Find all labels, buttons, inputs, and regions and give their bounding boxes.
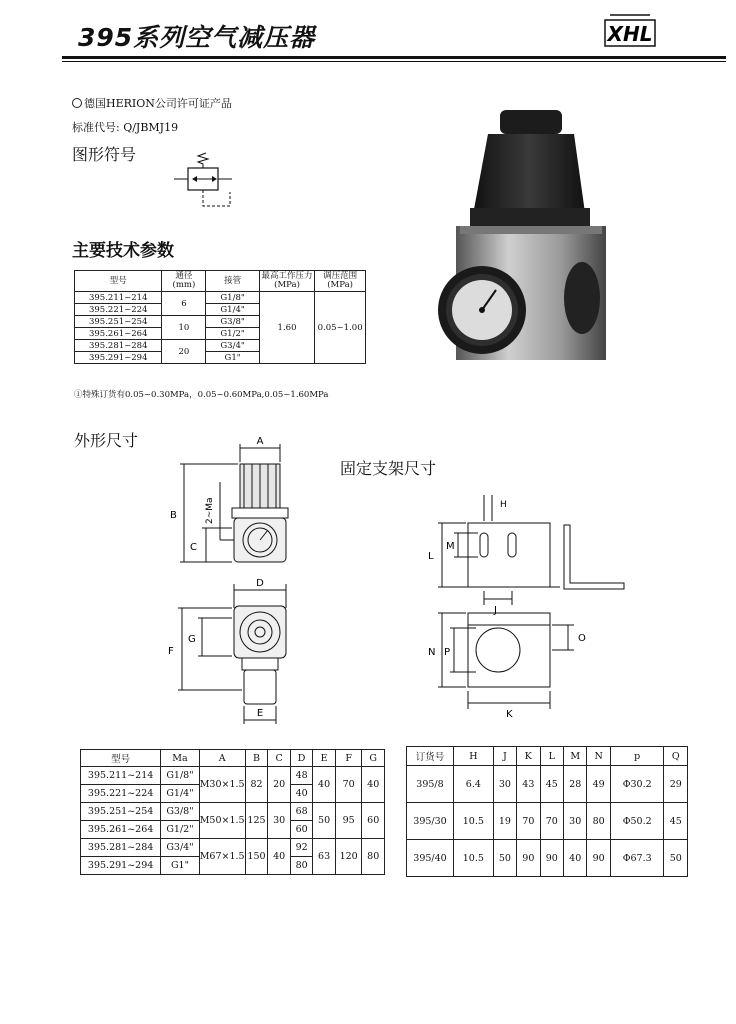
dim-label: 2~Ma [205,497,215,524]
brand-logo [604,14,656,48]
dim-label: P [444,647,451,658]
table-cell: G1/8" [206,292,259,304]
table-cell: 395.221~224 [75,304,162,316]
col-header: p [610,747,664,766]
col-header: G [362,750,385,767]
table-cell: 125 [245,803,268,839]
table-cell: Φ67.3 [610,840,664,877]
table-cell: 395.281~284 [75,340,162,352]
table-cell: 120 [335,839,362,875]
table-cell: 50 [493,840,516,877]
table-cell: 43 [517,766,540,803]
col-header: 型号 [81,750,161,767]
table-cell: 10.5 [454,803,494,840]
dim-label: K [506,709,513,720]
params-heading: 主要技术参数 [72,241,174,261]
table-cell: 70 [517,803,540,840]
table-cell: 395.261~264 [81,821,161,839]
table-cell: 40 [290,785,312,803]
table-cell: G1/2" [161,821,199,839]
page-title: 395系列空气减压器 [78,23,316,52]
table-cell: 45 [540,766,563,803]
col-header: Q [664,747,688,766]
table-cell: 80 [290,857,312,875]
dim-label: H [500,500,507,510]
table-cell: 19 [493,803,516,840]
col-header: E [313,750,335,767]
table-cell: 50 [664,840,688,877]
bracket-drawing [420,495,640,720]
table-cell: 20 [268,767,290,803]
table-cell: 40 [563,840,586,877]
table-cell: 90 [517,840,540,877]
table-cell: 6 [162,292,206,316]
bracket-heading: 固定支架尺寸 [340,459,437,478]
dim-label: L [428,551,434,562]
col-header: K [517,747,540,766]
dim-label: C [190,542,197,553]
table-cell: 48 [290,767,312,785]
product-photo [430,100,630,370]
col-header: 型号 [75,271,162,292]
table-cell: G3/4" [206,340,259,352]
header-rule [62,56,726,59]
table-row [407,803,688,840]
table-cell: 395/8 [407,766,454,803]
table-cell: 30 [563,803,586,840]
table-cell: 395.251~254 [81,803,161,821]
col-header: M [563,747,586,766]
dim-label: J [494,605,497,616]
table-cell: 395.211~214 [81,767,161,785]
symbol-heading: 图形符号 [72,145,137,164]
dim-label: F [168,646,174,657]
license-line: 德国HERION公司许可证产品 [72,95,232,111]
table-cell: 40 [313,767,335,803]
table-cell: 20 [162,340,206,364]
col-header: C [268,750,290,767]
table-cell: G3/4" [161,839,199,857]
table-cell: 29 [664,766,688,803]
table-cell: G3/8" [161,803,199,821]
table-cell: G1/2" [206,328,259,340]
col-header: 调压范围 (MPa) [315,271,366,292]
table-cell: 30 [493,766,516,803]
table-cell: 395.291~294 [75,352,162,364]
table-cell: M67×1.5 [199,839,245,875]
table-cell: G1" [206,352,259,364]
table-cell: 395.211~214 [75,292,162,304]
col-header: 订货号 [407,747,454,766]
table-cell: G3/8" [206,316,259,328]
table-cell: 80 [362,839,385,875]
table-row [407,766,688,803]
table-cell: G1/8" [161,767,199,785]
table-cell: 395.281~284 [81,839,161,857]
outline-heading: 外形尺寸 [74,431,139,450]
table-cell: 395.221~224 [81,785,161,803]
col-header: J [493,747,516,766]
col-header: F [335,750,362,767]
table-cell: 63 [313,839,335,875]
header-rule-thin [62,61,726,62]
params-table [74,270,366,364]
col-header: 接管 [206,271,259,292]
logo-text: XHL [607,22,653,46]
table-cell: 50 [313,803,335,839]
bracket-table [406,746,688,877]
bullet-icon [72,98,82,108]
table-cell: 395.291~294 [81,857,161,875]
table-cell: 70 [540,803,563,840]
col-header: H [454,747,494,766]
table-cell: 92 [290,839,312,857]
table-cell: 40 [268,839,290,875]
table-cell: M30×1.5 [199,767,245,803]
table-cell: 49 [587,766,610,803]
table-cell: 0.05~1.00 [315,292,366,364]
col-header: 最高工作压力 (MPa) [259,271,314,292]
dim-label: A [256,436,264,447]
outline-drawing [160,432,310,732]
table-cell: G1/4" [161,785,199,803]
table-cell: G1" [161,857,199,875]
table-cell: 60 [290,821,312,839]
table-cell: 6.4 [454,766,494,803]
table-cell: 90 [587,840,610,877]
table-cell: 395/30 [407,803,454,840]
table-cell: 10.5 [454,840,494,877]
dim-label: O [578,633,586,644]
table-cell: 40 [362,767,385,803]
table-cell: 82 [245,767,268,803]
col-header: 通径 (mm) [162,271,206,292]
table-cell: 10 [162,316,206,340]
dim-label: E [256,708,264,719]
table-cell: G1/4" [206,304,259,316]
table-cell: 70 [335,767,362,803]
dim-label: D [256,578,264,589]
dim-label: M [446,541,455,552]
table-cell: 150 [245,839,268,875]
table-cell: 95 [335,803,362,839]
table-cell: 68 [290,803,312,821]
table-row [407,840,688,877]
table-cell: 395.251~254 [75,316,162,328]
col-header: L [540,747,563,766]
table-cell: 1.60 [259,292,314,364]
params-note: ①特殊订货有0.05~0.30MPa，0.05~0.60MPa,0.05~1.60MPa [74,390,329,400]
table-cell: 45 [664,803,688,840]
dim-label: B [170,510,177,521]
standard-line: 标准代号: Q/JBMJ19 [72,121,179,134]
dimension-table [80,749,385,875]
table-cell: 395.261~264 [75,328,162,340]
table-cell: 90 [540,840,563,877]
col-header: B [245,750,268,767]
dim-label: G [188,634,196,645]
col-header: A [199,750,245,767]
table-cell: M50×1.5 [199,803,245,839]
table-cell: 30 [268,803,290,839]
table-cell: 80 [587,803,610,840]
regulator-symbol-icon [170,152,240,214]
table-cell: 60 [362,803,385,839]
dim-label: N [428,647,436,658]
table-cell: 28 [563,766,586,803]
col-header: Ma [161,750,199,767]
col-header: N [587,747,610,766]
table-cell: Φ50.2 [610,803,664,840]
table-cell: Φ30.2 [610,766,664,803]
col-header: D [290,750,312,767]
table-cell: 395/40 [407,840,454,877]
